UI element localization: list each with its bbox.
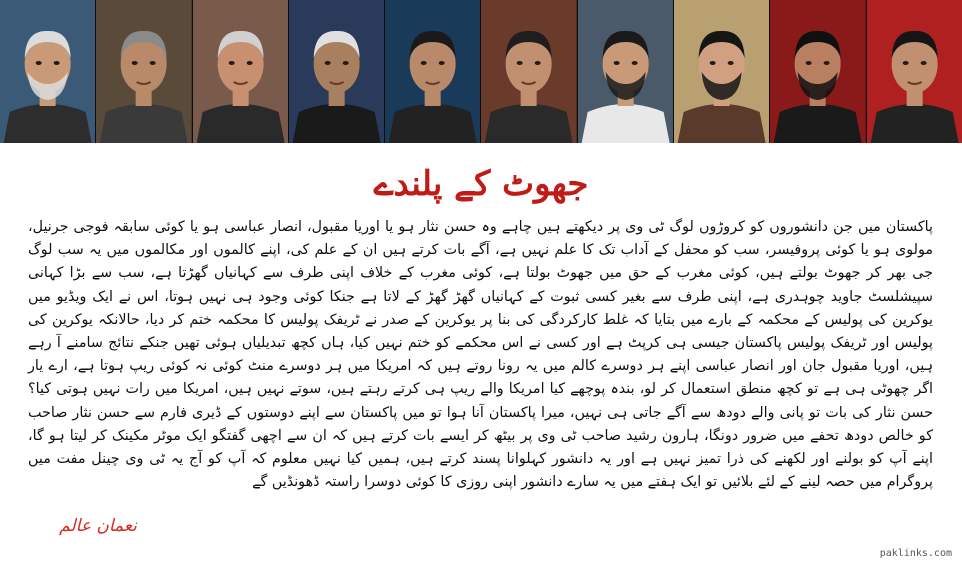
portrait-graphic [770,0,865,143]
portrait-eye [631,61,637,65]
portrait-eye [806,61,812,65]
portrait-1 [0,0,96,143]
portrait-graphic [96,0,191,143]
portrait-shoulders [293,104,381,143]
portrait-eye [132,61,138,65]
author-signature: نعمان عالم [59,516,137,536]
portrait-eye [439,61,445,65]
portrait-eye [920,61,926,65]
portrait-eye [902,61,908,65]
portrait-graphic [385,0,480,143]
portrait-eye [535,61,541,65]
portrait-graphic [578,0,673,143]
portrait-graphic [193,0,288,143]
portrait-8 [674,0,770,143]
portrait-graphic [0,0,95,143]
portrait-5 [385,0,481,143]
portrait-4 [289,0,385,143]
article-body [28,216,933,546]
portrait-shoulders [389,104,477,143]
portrait-7 [578,0,674,143]
page-title: جھوٹ کے پلندے [373,164,589,204]
portrait-shoulders [581,104,669,143]
portrait-eye [613,61,619,65]
portrait-eye [150,61,156,65]
portrait-eye [36,61,42,65]
portrait-eye [343,61,349,65]
portrait-graphic [289,0,384,143]
portrait-eye [325,61,331,65]
portrait-eye [421,61,427,65]
portrait-shoulders [100,104,188,143]
portrait-graphic [481,0,576,143]
portrait-10 [867,0,962,143]
portrait-3 [193,0,289,143]
article-paragraph: پاکستان میں جن دانشوروں کو کروڑوں لوگ ٹی وی پر دیکھتے ہیں چاہے وہ حسن نثار ہو یا اوریا مقبول، انصار عباسی ہو یا کوئی سابقہ فوجی جرنیل، مولوی ہو یا کوئی پروفیسر، سب کو محفل کے آداب تک کا علم نہیں ہے، آگے بات کرتے ہیں ان کے علم کی، اپنے کالموں اور مکالموں میں یہ سب لوگ جی بھر کر جھوٹ بولتے ہیں، کوئی مغرب کے حق میں جھوٹ بولتا ہے، کوئی مغرب کے خلاف اپنی طرف سے کہانیاں گھڑتا ہے، سب سے بڑا کہانی سپیشلسٹ جاوید چوہدری ہے، اپنی طرف سے بغیر کسی ثبوت کے کہانیاں گھڑ گھڑ کے لاتا ہے جنکا کوئی وجود ہی نہیں ہوتا، اس نے ایک ویڈیو میں یوکرین کی پولیس کے محکمہ کے بارے میں بتایا کہ غلط کارکردگی کی بنا پر یوکرین کے صدر نے ٹریفک پولیس کا محکمہ ختم کر دیا، حالانکہ یوکرین کی پولیس اور ٹریفک پولیس پاکستان جیسی ہی کرپٹ ہے اور کسی نے اس محکمے کو ختم نہیں کیا، ہاں کچھ تبدیلیاں ہوئی تھیں جنکے نتائج سامنے آ رہے ہیں، اوریا مقبول جان اور انصار عباسی اپنے ہر دوسرے کالم میں یہ رونا روتے ہیں کہ امریکا میں ہر دوسرے منٹ کوئی نہ کوئی ریپ ہوتا ہے، ارے یار اگر چھوٹی ہی ہے تو کچھ منطق استعمال کر لو، بندہ پوچھے کیا امریکا والے ریپ ہی کرتے رہتے ہیں، سوتے نہیں ہیں، امریکا میں رات نہیں ہوتی کیا؟ حسن نثار کی بات تو پانی والے دودھ سے آگے جاتی ہی نہیں، میرا پاکستان آنا ہوا تو میں پاکستان سے اپنے دوستوں کے ڈیری فارم سے حسن نثار صاحب کو خالص دودھ تحفے میں ضرور دونگا، ہارون رشید صاحب ٹی وی پر بیٹھ کر ایسے بات کرتے ہیں کہ ان سے اچھی گفتگو ایک موٹر مکینک کر لیتا ہو گا، اپنے آپ کو بولنے اور لکھنے کی ذرا تمیز نہیں ہے اور یہ دانشور کہلوانا پسند کرتے ہیں، ہمیں کیا نہیں معلوم کہ آپ کو آج یہ ٹی وی چینل مفت میں پروگرام میں حصہ لینے کے لئے بلائیں تو ایک ہفتے میں یہ سارے دانشور اپنی روزی کا کوئی دوسرا راستہ ڈھونڈیں گے [28,219,933,491]
portrait-eye [824,61,830,65]
portrait-eye [710,61,716,65]
portrait-graphic [674,0,769,143]
portrait-graphic [867,0,962,143]
portrait-2 [96,0,192,143]
portrait-strip [0,0,962,143]
portrait-eye [228,61,234,65]
portrait-eye [728,61,734,65]
portrait-shoulders [774,104,862,143]
portrait-shoulders [485,104,573,143]
watermark: paklinks.com [879,548,952,559]
portrait-eye [54,61,60,65]
portrait-9 [770,0,866,143]
portrait-eye [246,61,252,65]
portrait-shoulders [196,104,284,143]
portrait-shoulders [870,104,958,143]
portrait-6 [481,0,577,143]
portrait-eye [517,61,523,65]
portrait-shoulders [4,104,92,143]
portrait-shoulders [678,104,766,143]
